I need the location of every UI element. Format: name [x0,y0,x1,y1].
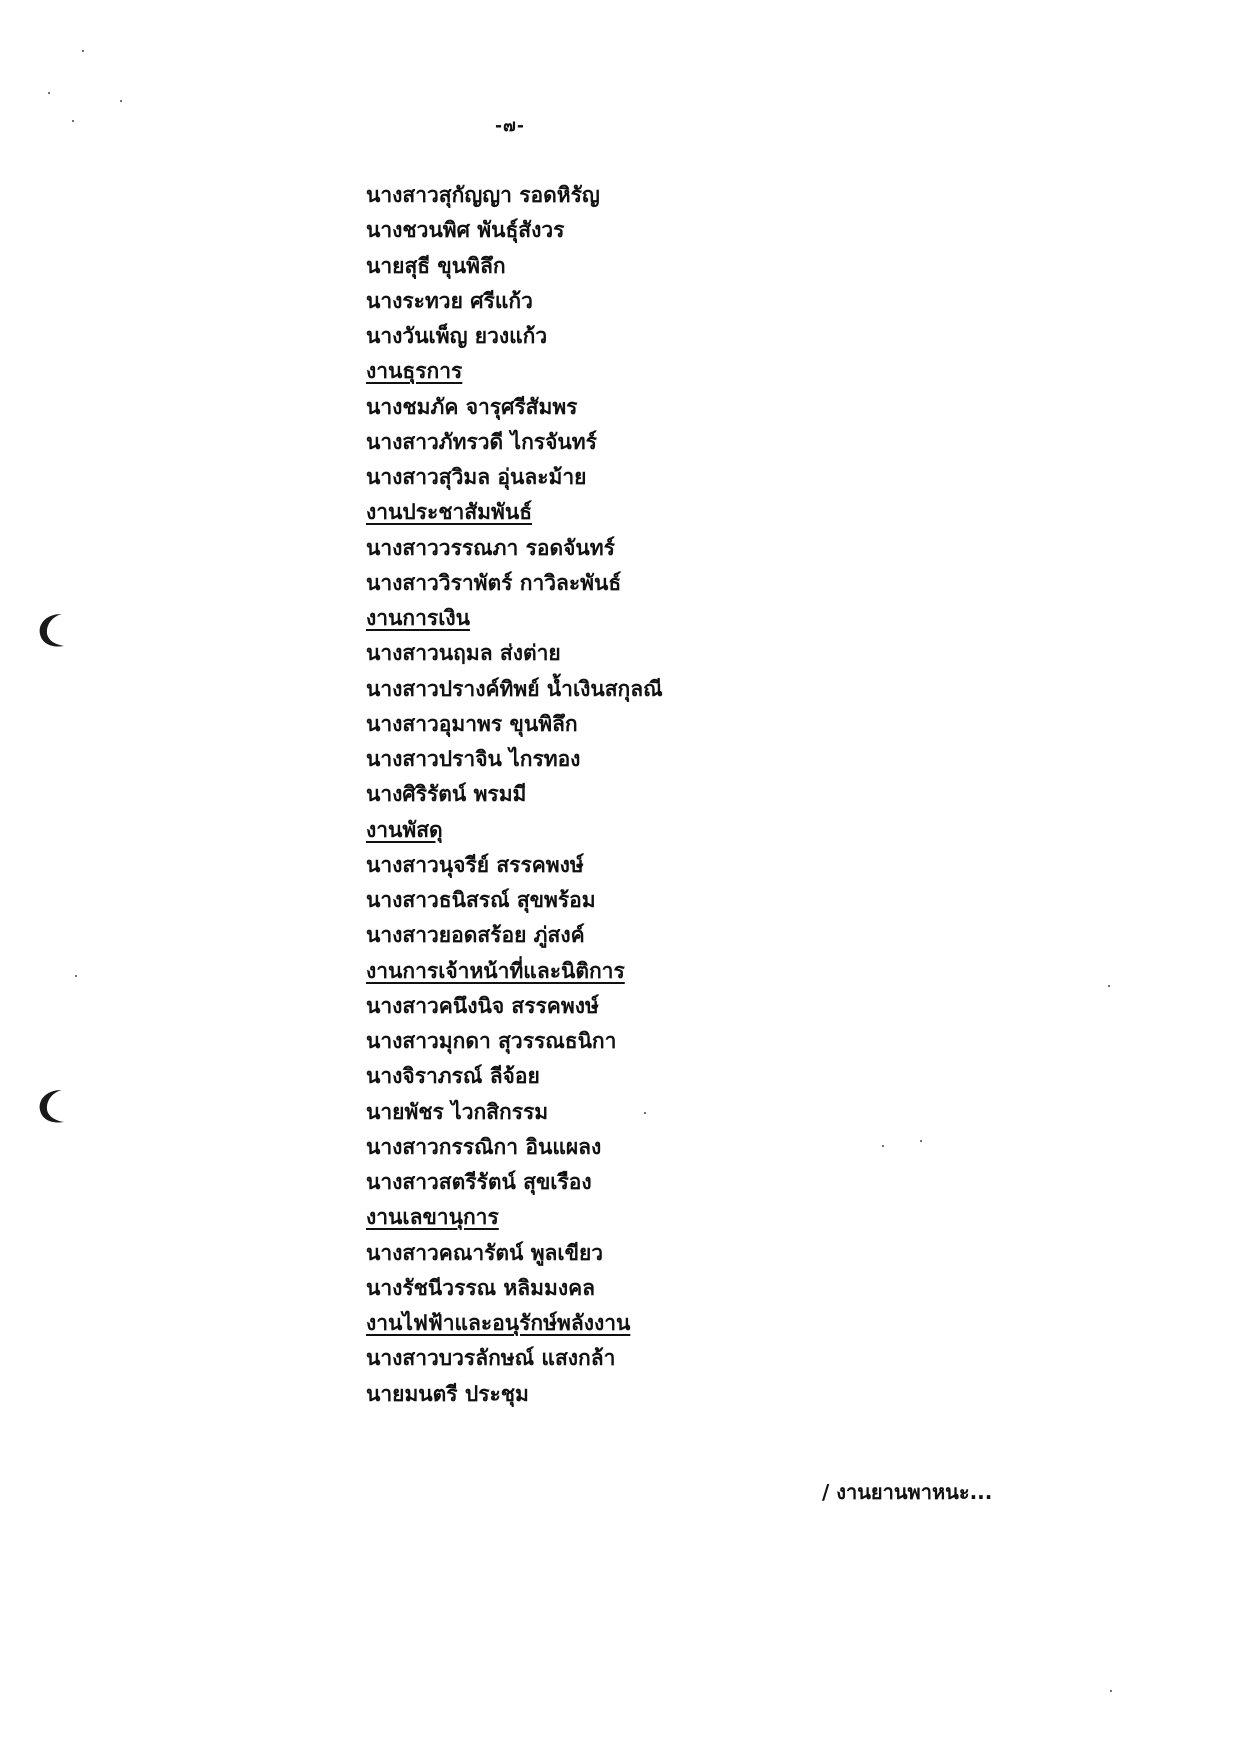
staff-name [366,742,663,777]
section-heading-text: งานไฟฟ้าและอนุรักษ์พลังงาน [366,1311,631,1335]
staff-name [366,1024,663,1059]
staff-name [366,1236,663,1271]
section-heading [366,954,663,989]
section-heading [366,495,663,530]
scan-speck [82,50,84,52]
staff-name-text: นางสาวปรางค์ทิพย์ น้ำเงินสกุลณี [366,676,663,701]
staff-name-text: นางสาวยอดสร้อย ภู่สงค์ [366,923,585,948]
scan-speck [882,1145,884,1147]
staff-name-text: นางสาวนฤมล ส่งต่าย [366,641,561,666]
staff-name-text: นางสาวภัทรวดี ไกรจันทร์ [366,429,597,454]
section-heading-text: งานเลขานุการ [366,1205,499,1230]
staff-name [366,319,663,354]
staff-name-text: นางชมภัค จารุศรีสัมพร [366,394,578,419]
scan-speck [120,100,122,102]
staff-name-text: นางสาวธนิสรณ์ สุขพร้อม [366,888,596,912]
section-heading [366,601,663,636]
section-heading [366,354,663,389]
staff-name [366,1059,663,1094]
staff-name-text: นายสุธี ขุนพิลึก [366,253,506,278]
staff-name-text: นางสาวสตรีรัตน์ สุขเรือง [366,1170,592,1194]
staff-name [366,636,663,671]
staff-name [366,883,663,918]
staff-name [366,848,663,883]
staff-name-text: นางสาวคณารัตน์ พูลเขียว [366,1240,604,1265]
staff-name [366,390,663,425]
staff-name [366,284,663,319]
staff-name-text: นายพัชร ไวกสิกรรม [366,1099,549,1124]
section-heading-text: งานการเงิน [366,606,470,630]
staff-name [366,178,663,213]
scan-speck [48,92,50,94]
section-heading-text: งานประชาสัมพันธ์ [366,500,533,525]
section-heading [366,1306,663,1341]
staff-name [366,566,663,601]
staff-name-text: นางสาวอุมาพร ขุนพิลึก [366,711,578,736]
continuation-note: / งานยานพาหนะ... [822,1480,993,1504]
section-heading-text: งานการเจ้าหน้าที่และนิติการ [366,958,625,983]
page-number: -๗- [495,116,525,136]
staff-name-text: นางสาววิราพัตร์ กาวิละพันธ์ [366,570,622,595]
staff-name [366,460,663,495]
section-heading [366,813,663,848]
section-heading-text: งานธุรการ [366,359,463,384]
staff-name [366,1165,663,1200]
scan-speck [1110,1690,1112,1692]
scan-speck [1108,985,1110,987]
staff-name-text: นางศิริรัตน์ พรมมี [366,782,527,807]
staff-name [366,1377,663,1412]
staff-name [366,425,663,460]
staff-list [366,178,663,1412]
staff-name [366,249,663,284]
staff-name-text: นางสาวบวรลักษณ์ แสงกล้า [366,1346,616,1371]
section-heading [366,1200,663,1235]
staff-name [366,213,663,248]
scan-speck [72,120,74,122]
staff-name [366,777,663,812]
staff-name-text: นางสาวปราจิน ไกรทอง [366,747,581,771]
punch-hole-bottom [34,1086,68,1126]
staff-name-text: นางวันเพ็ญ ยวงแก้ว [366,324,548,348]
staff-name [366,1095,663,1130]
staff-name [366,1271,663,1306]
section-heading-text: งานพัสดุ [366,817,443,842]
scan-speck [920,1140,922,1142]
staff-name [366,531,663,566]
staff-name-text: นายมนตรี ประชุม [366,1381,529,1406]
staff-name-text: นางรัชนีวรรณ หลิมมงคล [366,1275,596,1300]
staff-name-text: นางสาวคนึงนิจ สรรคพงษ์ [366,993,599,1018]
staff-name [366,918,663,953]
staff-name-text: นางสาวกรรณิกา อินแผลง [366,1134,602,1159]
staff-name-text: นางสาววรรณภา รอดจันทร์ [366,535,615,560]
staff-name [366,672,663,707]
staff-name-text: นางสาวมุกดา สุวรรณธนิกา [366,1029,617,1053]
punch-hole-top [34,610,68,650]
staff-name-text: นางจิราภรณ์ ลีจ้อย [366,1064,540,1089]
staff-name [366,1130,663,1165]
staff-name [366,1341,663,1376]
staff-name-text: นางสาวสุวิมล อุ่นละม้าย [366,465,587,489]
staff-name [366,707,663,742]
staff-name-text: นางสาวนุจรีย์ สรรคพงษ์ [366,852,584,877]
staff-name-text: นางระทวย ศรีแก้ว [366,288,533,313]
scan-speck [75,975,77,977]
staff-name-text: นางชวนพิศ พันธุ์สังวร [366,218,565,243]
staff-name [366,989,663,1024]
staff-name-text: นางสาวสุกัญญา รอดหิรัญ [366,183,600,207]
